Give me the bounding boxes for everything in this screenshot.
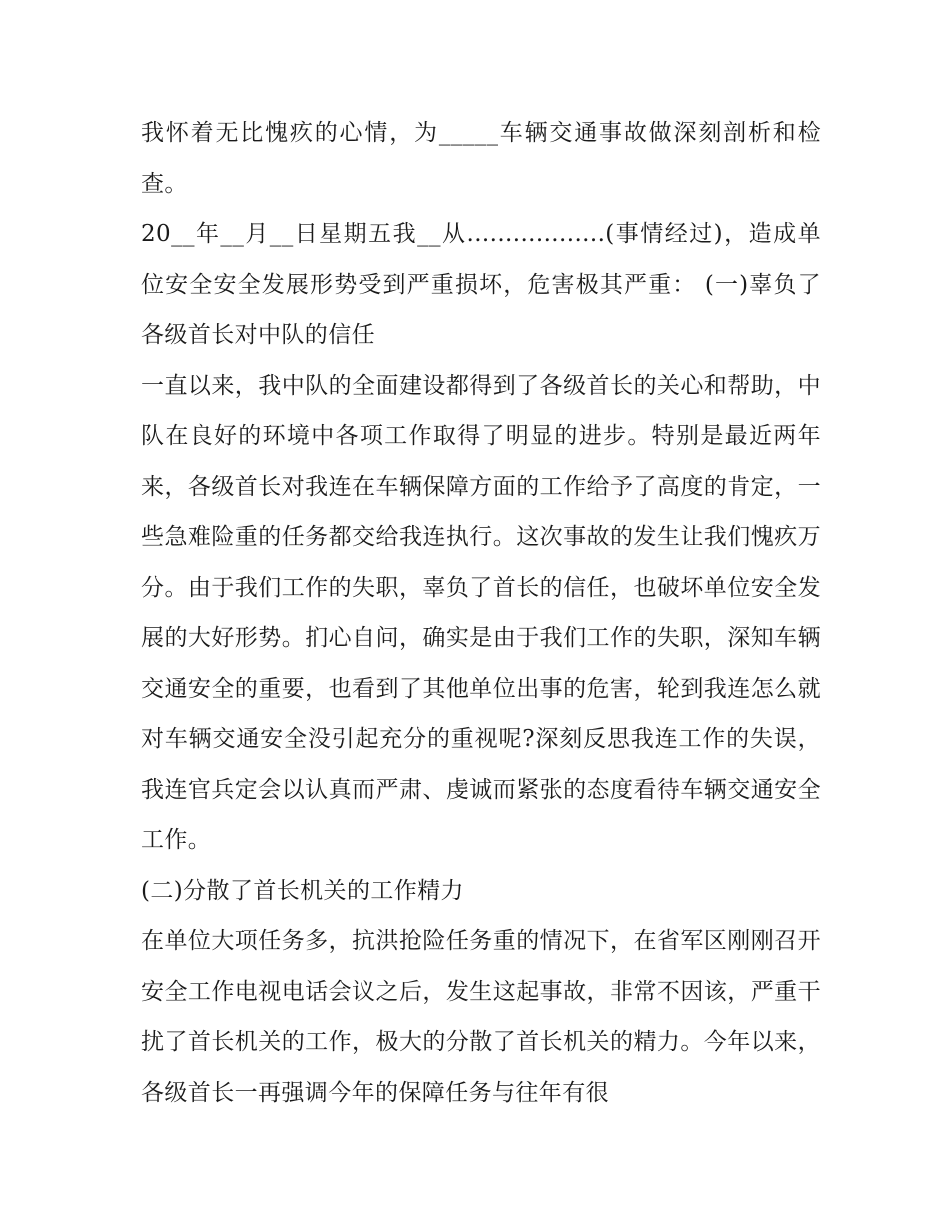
- document-body: [141, 108, 821, 1118]
- paragraph-incident-intro: 我怀着无比愧疚的心情，为_____车辆交通事故做深刻剖析和检查。: [141, 120, 821, 197]
- paragraph-distraction: 在单位大项任务多，抗洪抢险任务重的情况下，在省军区刚刚召开安全工作电视电话会议之后，发生这起事故，非常不因该，严重干扰了首长机关的工作，极大的分散了首长机关的精力。今年以来，各级首长一再强调今年的保障任务与往年有很: [141, 928, 821, 1106]
- paragraph-incident-details: 20__年__月__日星期五我__从..................(事情经过)，造成单位安全安全发展形势受到严重损坏，危害极其严重： (一)辜负了各级首长对中队的信任: [141, 221, 821, 348]
- paragraph-trust-reflection: 一直以来，我中队的全面建设都得到了各级首长的关心和帮助，中队在良好的环境中各项工作取得了明显的进步。特别是最近两年来，各级首长对我连在车辆保障方面的工作给予了高度的肯定，一些急难险重的任务都交给我连执行。这次事故的发生让我们愧疚万分。由于我们工作的失职，辜负了首长的信任，也破坏单位安全发展的大好形势。扪心自问，确实是由于我们工作的失职，深知车辆交通安全的重要，也看到了其他单位出事的危害，轮到我连怎么就对车辆交通安全没引起充分的重视呢?深刻反思我连工作的失误，我连官兵定会以认真而严肃、虔诚而紧张的态度看待车辆交通安全工作。: [141, 372, 821, 853]
- section-heading-two: (二)分散了首长机关的工作精力: [141, 877, 464, 904]
